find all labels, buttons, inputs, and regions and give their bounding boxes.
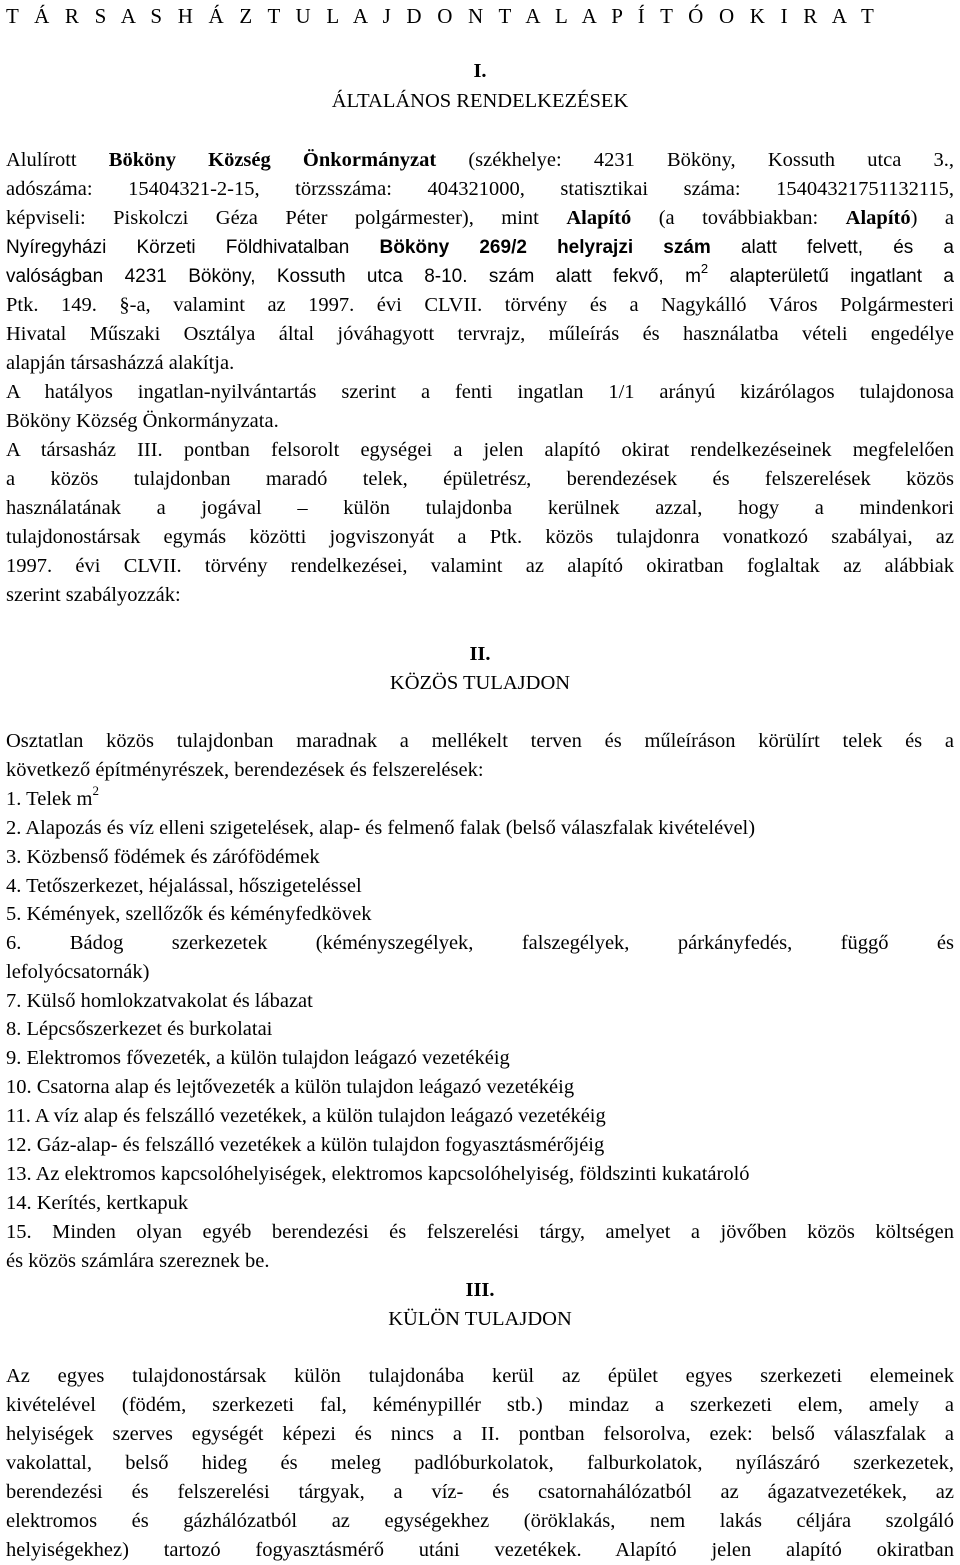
list-item: 13. Az elektromos kapcsolóhelyiségek, elektromos kapcsolóhelyiség, földszinti kukatároló (6, 1163, 750, 1185)
paragraph-line: alapján társasházzá alakítja. (6, 352, 235, 374)
list-item: 6. Bádog szerkezetek (kéményszegélyek, falszegélyek, párkányfedés, függő és (6, 932, 954, 954)
section-3-number: III. (465, 1279, 495, 1301)
list-item: és közös számlára szereznek be. (6, 1250, 270, 1272)
text-span: Alulírott (6, 149, 109, 171)
text-span: valóságban 4231 Bököny, Kossuth utca 8-10. szám alatt fekvő, m (6, 266, 701, 287)
text-span: Nyíregyházi Körzeti Földhivatalban (6, 237, 380, 258)
paragraph-line: helyiségekhez) tartozó fogyasztásmérő utáni vezetékek. Alapító jelen alapító okiratban (6, 1539, 954, 1561)
paragraph-line: tulajdonostársak egymás közötti jogviszonyát a Ptk. közös tulajdonra vonatkozó szabályai, az (6, 526, 954, 548)
paragraph-line (6, 146, 954, 175)
list-item: 10. Csatorna alap és lejtővezeték a külön tulajdon leágazó vezetékéig (6, 1076, 575, 1098)
text-span: képviseli: Piskolczi Géza Péter polgármester), mint (6, 207, 567, 229)
paragraph-line: Ptk. 149. §-a, valamint az 1997. évi CLVII. törvény és a Nagykálló Város Polgármesteri (6, 294, 954, 316)
founder-name: Bököny Község Önkormányzat (108, 149, 437, 171)
paragraph-line: szerint szabályozzák: (6, 584, 181, 606)
paragraph-line (6, 204, 954, 233)
section-1-heading: ÁLTALÁNOS RENDELKEZÉSEK (331, 90, 629, 112)
paragraph-line (6, 233, 954, 262)
paragraph-line: A társasház III. pontban felsorolt egységei a jelen alapító okirat rendelkezéseinek megfelelően (6, 439, 954, 461)
paragraph-line: 1997. évi CLVII. törvény rendelkezései, valamint az alapító okiratban foglaltak az alábbiak (6, 555, 954, 577)
text-span: (székhelye: 4231 Bököny, Kossuth utca 3., (436, 149, 954, 171)
section-3-heading: KÜLÖN TULAJDON (388, 1308, 572, 1330)
paragraph-line: következő építményrészek, berendezések és felszerelések: (6, 759, 484, 781)
paragraph-line: berendezési és felszerelési tárgyak, a víz- és csatornahálózatból az ágazatvezetékek, az (6, 1481, 954, 1503)
document-title: T Á R S A S H Á Z T U L A J D O N T A L A P Í T Ó O K I R A T (6, 4, 880, 28)
paragraph-line: a közös tulajdonban maradó telek, épületrész, berendezések és felszerelések közös (6, 468, 954, 490)
section-2-heading: KÖZÖS TULAJDON (389, 672, 571, 694)
paragraph-line: A hatályos ingatlan-nyilvántartás szerint a fenti ingatlan 1/1 arányú kizárólagos tulajdonosa (6, 381, 954, 403)
parcel-number: Bököny 269/2 helyrajzi szám (379, 237, 711, 258)
superscript: 2 (92, 783, 99, 799)
text-span: alatt felvett, és a (710, 237, 954, 258)
list-item: lefolyócsatornák) (6, 961, 150, 983)
founder-term: Alapító (845, 207, 911, 229)
text-span: alapterületű ingatlant a (708, 266, 954, 287)
list-item: 7. Külső homlokzatvakolat és lábazat (6, 990, 313, 1012)
list-item: 12. Gáz-alap- és felszálló vezetékek a külön tulajdon fogyasztásmérőjéig (6, 1134, 605, 1156)
paragraph-line: helyiségek szerves egységét képezi és nincs a II. pontban felsorolva, ezek: belső válaszfalak a (6, 1423, 954, 1445)
paragraph-line: adószáma: 15404321-2-15, törzsszáma: 404321000, statisztikai száma: 15404321751132115, (6, 178, 954, 200)
list-item (6, 785, 99, 814)
superscript: 2 (700, 260, 709, 276)
list-item: 9. Elektromos fővezeték, a külön tulajdon leágazó vezetékéig (6, 1047, 510, 1069)
list-item: 14. Kerítés, kertkapuk (6, 1192, 189, 1214)
paragraph-line: kivételével (födém, szerkezeti fal, kéménypillér stb.) mindaz a szerkezeti elem, amely a (6, 1394, 954, 1416)
founder-term: Alapító (566, 207, 632, 229)
list-item: 15. Minden olyan egyéb berendezési és felszerelési tárgy, amelyet a jövőben közös költségen (6, 1221, 954, 1243)
list-item: 4. Tetőszerkezet, héjalással, hőszigeteléssel (6, 875, 362, 897)
paragraph-line: vakolattal, belső hideg és meleg padlóburkolatok, falburkolatok, nyílászáró szerkezetek, (6, 1452, 954, 1474)
paragraph-line: használatának a jogával – külön tulajdonba kerülnek azzal, hogy a mindenkori (6, 497, 954, 519)
text-span: (a továbbiakban: (631, 207, 846, 229)
paragraph-line: Osztatlan közös tulajdonban maradnak a mellékelt terven és műleíráson körülírt telek és a (6, 730, 954, 752)
list-item: 8. Lépcsőszerkezet és burkolatai (6, 1018, 273, 1040)
list-item: 5. Kémények, szellőzők és kéményfedkövek (6, 903, 372, 925)
list-item: 3. Közbenső födémek és zárófödémek (6, 846, 320, 868)
list-item: 11. A víz alap és felszálló vezetékek, a külön tulajdon leágazó vezetékéig (6, 1105, 606, 1127)
text-span: 1. Telek m (6, 788, 93, 810)
paragraph-line: Hivatal Műszaki Osztálya által jóváhagyott tervrajz, műleírás és használatba vételi engedélye (6, 323, 954, 345)
paragraph-line (6, 262, 954, 291)
paragraph-line: Az egyes tulajdonostársak külön tulajdonába kerül az épület egyes szerkezeti elemeinek (6, 1365, 954, 1387)
paragraph-line: Bököny Község Önkormányzata. (6, 410, 279, 432)
list-item: 2. Alapozás és víz elleni szigetelések, alap- és felmenő falak (belső válaszfalak kivételével) (6, 817, 756, 839)
paragraph-line: elektromos és gázhálózatból az egységekhez (öröklakás, nem lakás céljára szolgáló (6, 1510, 954, 1532)
section-2-number: II. (469, 643, 491, 665)
section-1-number: I. (473, 60, 487, 82)
text-span: ) a (910, 207, 954, 229)
